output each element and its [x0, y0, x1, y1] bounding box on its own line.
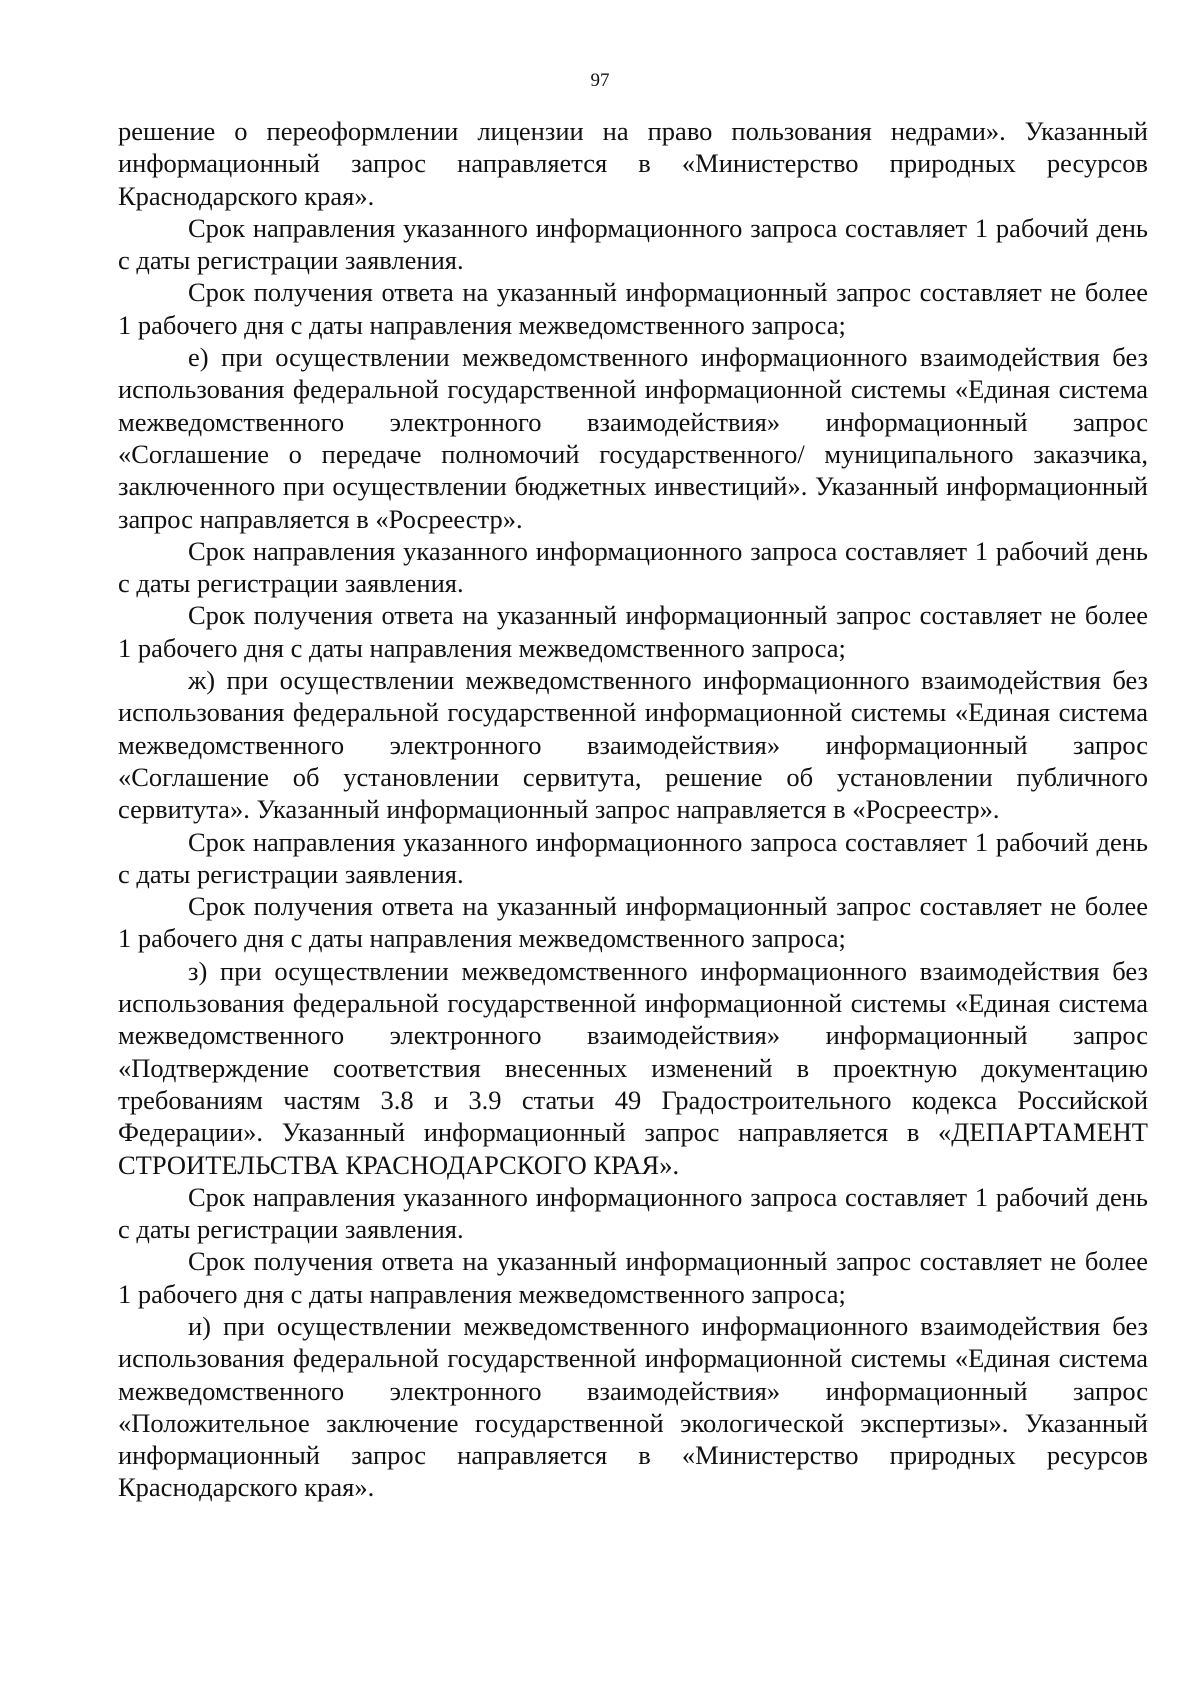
- paragraph: Срок получения ответа на указанный информационный запрос составляет не более 1 рабочего дня с даты направления межведомственного запроса;: [118, 891, 1148, 954]
- paragraph: ж) при осуществлении межведомственного информационного взаимодействия без использования федеральной государственной информационной системы «Единая система межведомственного электронного взаимодействия» информационный запрос «Соглашение об установлении сервитута, решение об установлении публичного сервитута». Указанный информационный запрос направляется в «Росреестр».: [118, 665, 1148, 825]
- paragraph: з) при осуществлении межведомственного информационного взаимодействия без использования федеральной государственной информационной системы «Единая система межведомственного электронного взаимодействия» информационный запрос «Подтверждение соответствия внесенных изменений в проектную документацию требованиям частям 3.8 и 3.9 статьи 49 Градостроительного кодекса Российской Федерации». Указанный информационный запрос направляется в «ДЕПАРТАМЕНТ СТРОИТЕЛЬСТВА КРАСНОДАРСКОГО КРАЯ».: [118, 955, 1148, 1180]
- paragraph: Срок получения ответа на указанный информационный запрос составляет не более 1 рабочего дня с даты направления межведомственного запроса;: [118, 1246, 1148, 1309]
- paragraph: Срок получения ответа на указанный информационный запрос составляет не более 1 рабочего дня с даты направления межведомственного запроса;: [118, 600, 1148, 663]
- paragraph: и) при осуществлении межведомственного информационного взаимодействия без использования федеральной государственной информационной системы «Единая система межведомственного электронного взаимодействия» информационный запрос «Положительное заключение государственной экологической экспертизы». Указанный информационный запрос направляется в «Министерство природных ресурсов Краснодарского края».: [118, 1310, 1148, 1503]
- paragraph: Срок направления указанного информационного запроса составляет 1 рабочий день с даты регистрации заявления.: [118, 1181, 1148, 1245]
- document-body: [118, 115, 1148, 1504]
- paragraph: Срок направления указанного информационного запроса составляет 1 рабочий день с даты регистрации заявления.: [118, 535, 1148, 599]
- paragraph: Срок направления указанного информационного запроса составляет 1 рабочий день с даты регистрации заявления.: [118, 212, 1148, 276]
- page-number: 97: [590, 70, 610, 91]
- paragraph: решение о переоформлении лицензии на право пользования недрами». Указанный информационный запрос направляется в «Министерство природных ресурсов Краснодарского края».: [118, 116, 1148, 211]
- paragraph: Срок направления указанного информационного запроса составляет 1 рабочий день с даты регистрации заявления.: [118, 826, 1148, 889]
- paragraph: е) при осуществлении межведомственного информационного взаимодействия без использования федеральной государственной информационной системы «Единая система межведомственного электронного взаимодействия» информационный запрос «Соглашение о передаче полномочий государственного/ муниципального заказчика, заключенного при осуществлении бюджетных инвестиций». Указанный информационный запрос направляется в «Росреестр».: [118, 342, 1148, 534]
- paragraph: Срок получения ответа на указанный информационный запрос составляет не более 1 рабочего дня с даты направления межведомственного запроса;: [118, 277, 1148, 340]
